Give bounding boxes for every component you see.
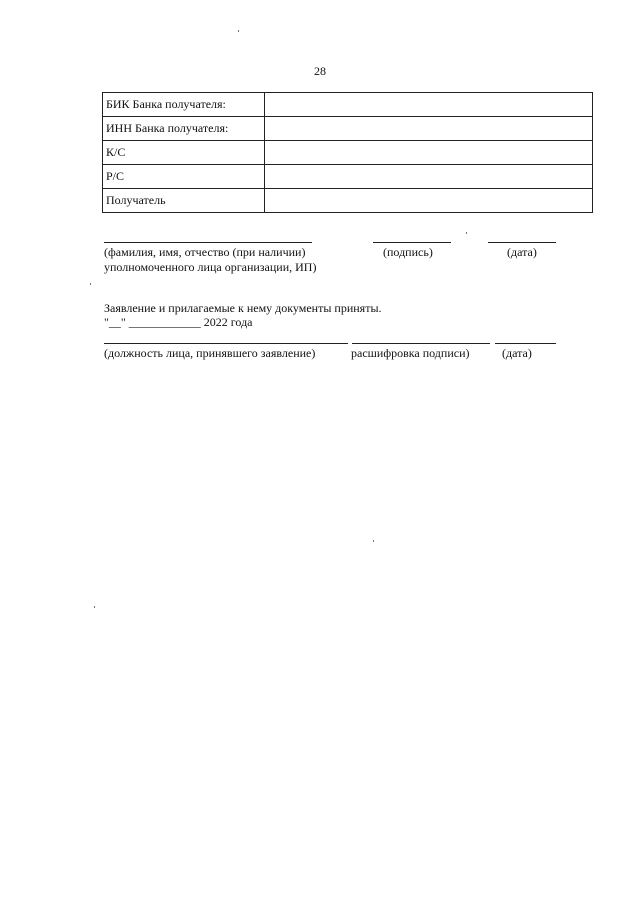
name-signature-line[interactable] <box>104 242 312 243</box>
date-line[interactable] <box>488 242 556 243</box>
bik-value[interactable] <box>265 93 593 117</box>
acceptance-statement: Заявление и прилагаемые к нему документы приняты. <box>104 301 382 315</box>
table-row <box>103 165 593 189</box>
acceptance-date-line-rule[interactable] <box>495 343 556 344</box>
position-line[interactable] <box>104 343 348 344</box>
acceptance-date-line: "__" ____________ 2022 года <box>104 315 253 329</box>
scan-speck <box>373 540 374 542</box>
bik-label: БИК Банка получателя: <box>103 93 265 117</box>
scan-speck <box>94 606 95 608</box>
table-row <box>103 189 593 213</box>
acceptance-date-caption: (дата) <box>502 346 532 360</box>
signature-line[interactable] <box>373 242 451 243</box>
table-row <box>103 117 593 141</box>
inn-value[interactable] <box>265 117 593 141</box>
scan-speck <box>90 283 91 285</box>
scan-speck <box>238 30 239 32</box>
decoding-line[interactable] <box>352 343 490 344</box>
name-caption-line2: уполномоченного лица организации, ИП) <box>104 260 317 274</box>
recipient-value[interactable] <box>265 189 593 213</box>
ks-value[interactable] <box>265 141 593 165</box>
ks-label: К/С <box>103 141 265 165</box>
rs-value[interactable] <box>265 165 593 189</box>
bank-details-table <box>102 92 593 213</box>
table-row <box>103 141 593 165</box>
signature-caption: (подпись) <box>383 245 433 259</box>
name-caption-line1: (фамилия, имя, отчество (при наличии) <box>104 245 306 259</box>
page-number: 28 <box>314 64 326 78</box>
scan-speck <box>466 232 467 234</box>
decoding-caption: расшифровка подписи) <box>351 346 470 360</box>
inn-label: ИНН Банка получателя: <box>103 117 265 141</box>
recipient-label: Получатель <box>103 189 265 213</box>
date-caption: (дата) <box>507 245 537 259</box>
rs-label: Р/С <box>103 165 265 189</box>
table-row <box>103 93 593 117</box>
position-caption: (должность лица, принявшего заявление) <box>104 346 316 360</box>
